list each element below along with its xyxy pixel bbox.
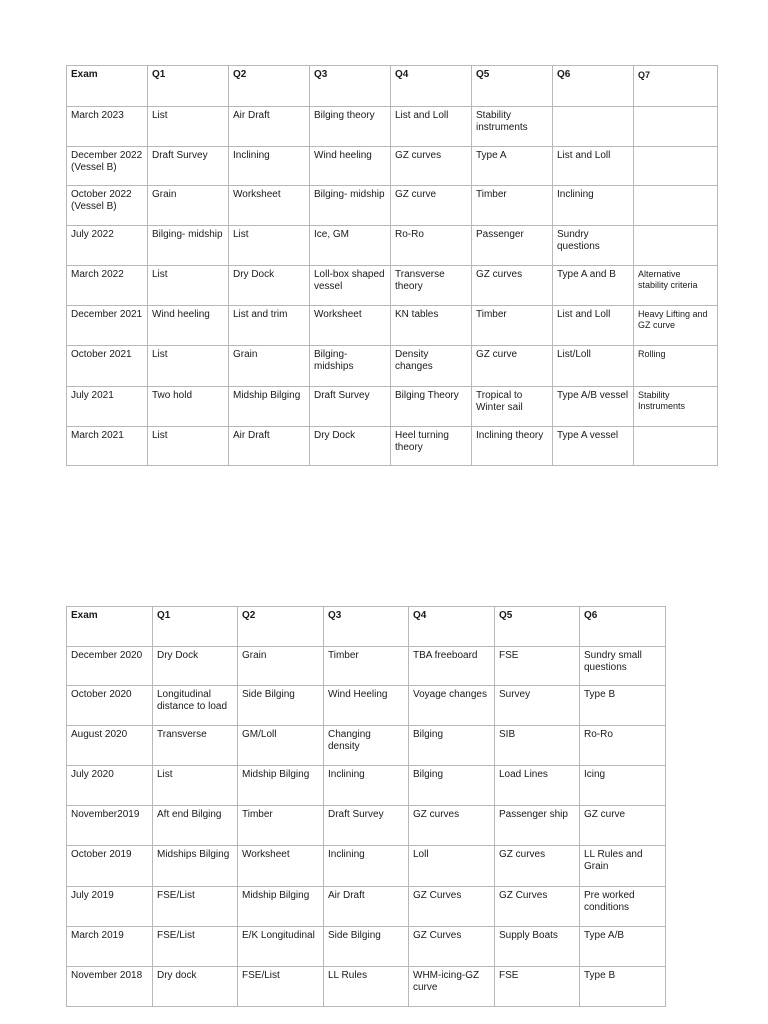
topic-cell: Tropical to Winter sail xyxy=(472,387,553,427)
exam-date-cell: July 2019 xyxy=(67,887,153,927)
topic-cell: List xyxy=(153,766,238,806)
exam-date-cell: December 2021 xyxy=(67,306,148,346)
column-header-q7: Q7 xyxy=(634,66,718,107)
table-row xyxy=(67,226,718,266)
topic-cell: Worksheet xyxy=(238,846,324,887)
topic-cell: List xyxy=(148,266,229,306)
topic-cell: Air Draft xyxy=(229,427,310,466)
topic-cell: Grain xyxy=(238,647,324,686)
table-row xyxy=(67,887,666,927)
table-row xyxy=(67,927,666,967)
topic-cell: Type A/B xyxy=(580,927,666,967)
table-row xyxy=(67,186,718,226)
topic-cell: Grain xyxy=(229,346,310,387)
topic-cell: Pre worked conditions xyxy=(580,887,666,927)
topic-cell: Bilging- midships xyxy=(310,346,391,387)
topic-cell: Draft Survey xyxy=(324,806,409,846)
topic-cell: Type A xyxy=(472,147,553,186)
topic-cell: Bilging- midship xyxy=(148,226,229,266)
topic-cell: LL Rules and Grain xyxy=(580,846,666,887)
topic-cell: Dry dock xyxy=(153,967,238,1007)
topic-cell: Transverse xyxy=(153,726,238,766)
topic-cell: GZ curves xyxy=(495,846,580,887)
exam-date-cell: August 2020 xyxy=(67,726,153,766)
topic-cell: Loll xyxy=(409,846,495,887)
topic-cell: Side Bilging xyxy=(238,686,324,726)
topic-cell: Two hold xyxy=(148,387,229,427)
topic-cell: Stability instruments xyxy=(472,107,553,147)
topic-cell: Density changes xyxy=(391,346,472,387)
topic-cell: List xyxy=(229,226,310,266)
topic-cell: List and Loll xyxy=(553,306,634,346)
topic-cell: Midship Bilging xyxy=(238,766,324,806)
topic-cell: Midship Bilging xyxy=(238,887,324,927)
table-row xyxy=(67,147,718,186)
topic-cell: Survey xyxy=(495,686,580,726)
topic-cell: Side Bilging xyxy=(324,927,409,967)
topic-cell: Heavy Lifting and GZ curve xyxy=(634,306,718,346)
table-row xyxy=(67,266,718,306)
topic-cell: List and Loll xyxy=(553,147,634,186)
topic-cell: Type A/B vessel xyxy=(553,387,634,427)
topic-cell: Heel turning theory xyxy=(391,427,472,466)
topic-cell: Type A and B xyxy=(553,266,634,306)
topic-cell: Inclining theory xyxy=(472,427,553,466)
topic-cell: GZ Curves xyxy=(495,887,580,927)
exam-date-cell: November 2018 xyxy=(67,967,153,1007)
table-row xyxy=(67,346,718,387)
topic-cell: Changing density xyxy=(324,726,409,766)
topic-cell: SIB xyxy=(495,726,580,766)
exam-date-cell: March 2019 xyxy=(67,927,153,967)
topic-cell: Bilging xyxy=(409,766,495,806)
exam-date-cell: October 2019 xyxy=(67,846,153,887)
column-header-q1: Q1 xyxy=(148,66,229,107)
topic-cell: Ro-Ro xyxy=(391,226,472,266)
topic-cell: Type B xyxy=(580,967,666,1007)
topic-cell: Loll-box shaped vessel xyxy=(310,266,391,306)
column-header-q6: Q6 xyxy=(553,66,634,107)
topic-cell: GM/Loll xyxy=(238,726,324,766)
exam-date-cell: October 2020 xyxy=(67,686,153,726)
topic-cell: FSE xyxy=(495,647,580,686)
table-row xyxy=(67,766,666,806)
exam-date-cell: July 2020 xyxy=(67,766,153,806)
exam-date-cell: March 2021 xyxy=(67,427,148,466)
topic-cell: FSE/List xyxy=(153,927,238,967)
column-header-q5: Q5 xyxy=(472,66,553,107)
table-row xyxy=(67,306,718,346)
topic-cell: Alternative stability criteria xyxy=(634,266,718,306)
exam-schedule-table-2021-2023 xyxy=(66,65,718,466)
topic-cell: Ro-Ro xyxy=(580,726,666,766)
exam-date-cell: December 2020 xyxy=(67,647,153,686)
topic-cell: Wind Heeling xyxy=(324,686,409,726)
column-header-q4: Q4 xyxy=(391,66,472,107)
topic-cell: Type B xyxy=(580,686,666,726)
column-header-q6: Q6 xyxy=(580,607,666,647)
topic-cell: List and Loll xyxy=(391,107,472,147)
topic-cell: Longitudinal distance to load xyxy=(153,686,238,726)
topic-cell: Timber xyxy=(472,186,553,226)
topic-cell: Draft Survey xyxy=(310,387,391,427)
topic-cell: Aft end Bilging xyxy=(153,806,238,846)
exam-schedule-table-2018-2020 xyxy=(66,606,666,1007)
topic-cell: Midships Bilging xyxy=(153,846,238,887)
topic-cell: Ice, GM xyxy=(310,226,391,266)
topic-cell: Timber xyxy=(238,806,324,846)
exam-date-cell: October 2021 xyxy=(67,346,148,387)
topic-cell: FSE/List xyxy=(153,887,238,927)
topic-cell: Passenger ship xyxy=(495,806,580,846)
topic-cell: Passenger xyxy=(472,226,553,266)
topic-cell: Timber xyxy=(472,306,553,346)
column-header-q5: Q5 xyxy=(495,607,580,647)
table-row xyxy=(67,107,718,147)
exam-date-cell: March 2023 xyxy=(67,107,148,147)
topic-cell: List xyxy=(148,107,229,147)
column-header-q2: Q2 xyxy=(238,607,324,647)
topic-cell: Supply Boats xyxy=(495,927,580,967)
topic-cell: Wind heeling xyxy=(148,306,229,346)
column-header-exam: Exam xyxy=(67,66,148,107)
topic-cell: Timber xyxy=(324,647,409,686)
exam-date-cell: July 2022 xyxy=(67,226,148,266)
topic-cell: Load Lines xyxy=(495,766,580,806)
column-header-q3: Q3 xyxy=(310,66,391,107)
topic-cell: GZ curves xyxy=(391,147,472,186)
column-header-q3: Q3 xyxy=(324,607,409,647)
topic-cell: Dry Dock xyxy=(153,647,238,686)
topic-cell: TBA freeboard xyxy=(409,647,495,686)
topic-cell: E/K Longitudinal xyxy=(238,927,324,967)
topic-cell: Rolling xyxy=(634,346,718,387)
topic-cell: Worksheet xyxy=(310,306,391,346)
topic-cell: GZ curve xyxy=(472,346,553,387)
topic-cell: GZ Curves xyxy=(409,927,495,967)
table-row xyxy=(67,967,666,1007)
topic-cell: Bilging Theory xyxy=(391,387,472,427)
table-row xyxy=(67,686,666,726)
column-header-exam: Exam xyxy=(67,607,153,647)
topic-cell xyxy=(634,186,718,226)
topic-cell: Icing xyxy=(580,766,666,806)
table-row xyxy=(67,647,666,686)
topic-cell: Wind heeling xyxy=(310,147,391,186)
topic-cell: GZ curve xyxy=(580,806,666,846)
topic-cell: Inclining xyxy=(229,147,310,186)
column-header-q2: Q2 xyxy=(229,66,310,107)
exam-date-cell: July 2021 xyxy=(67,387,148,427)
topic-cell: Type A vessel xyxy=(553,427,634,466)
table-row xyxy=(67,806,666,846)
topic-cell: Inclining xyxy=(324,846,409,887)
topic-cell: Bilging theory xyxy=(310,107,391,147)
column-header-q4: Q4 xyxy=(409,607,495,647)
topic-cell: Sundry small questions xyxy=(580,647,666,686)
topic-cell: List xyxy=(148,427,229,466)
topic-cell: Worksheet xyxy=(229,186,310,226)
topic-cell: GZ Curves xyxy=(409,887,495,927)
topic-cell: Stability Instruments xyxy=(634,387,718,427)
topic-cell xyxy=(634,427,718,466)
column-header-q1: Q1 xyxy=(153,607,238,647)
topic-cell: Grain xyxy=(148,186,229,226)
table-row xyxy=(67,387,718,427)
topic-cell: Draft Survey xyxy=(148,147,229,186)
exam-date-cell: December 2022 (Vessel B) xyxy=(67,147,148,186)
table-row xyxy=(67,846,666,887)
topic-cell xyxy=(553,107,634,147)
topic-cell: Dry Dock xyxy=(229,266,310,306)
table-header-row xyxy=(67,66,718,107)
topic-cell: Inclining xyxy=(553,186,634,226)
topic-cell: Bilging xyxy=(409,726,495,766)
topic-cell: GZ curves xyxy=(472,266,553,306)
topic-cell: Voyage changes xyxy=(409,686,495,726)
exam-date-cell: November2019 xyxy=(67,806,153,846)
topic-cell: GZ curve xyxy=(391,186,472,226)
topic-cell: GZ curves xyxy=(409,806,495,846)
topic-cell: Air Draft xyxy=(324,887,409,927)
topic-cell: Transverse theory xyxy=(391,266,472,306)
topic-cell: WHM-icing-GZ curve xyxy=(409,967,495,1007)
exam-date-cell: October 2022 (Vessel B) xyxy=(67,186,148,226)
topic-cell: Dry Dock xyxy=(310,427,391,466)
topic-cell: Bilging- midship xyxy=(310,186,391,226)
topic-cell: Inclining xyxy=(324,766,409,806)
exam-date-cell: March 2022 xyxy=(67,266,148,306)
topic-cell: LL Rules xyxy=(324,967,409,1007)
topic-cell: List/Loll xyxy=(553,346,634,387)
topic-cell: KN tables xyxy=(391,306,472,346)
topic-cell: FSE xyxy=(495,967,580,1007)
topic-cell: Sundry questions xyxy=(553,226,634,266)
topic-cell: List xyxy=(148,346,229,387)
topic-cell xyxy=(634,107,718,147)
table-row xyxy=(67,726,666,766)
table-row xyxy=(67,427,718,466)
table-header-row xyxy=(67,607,666,647)
topic-cell xyxy=(634,226,718,266)
topic-cell: Air Draft xyxy=(229,107,310,147)
topic-cell: FSE/List xyxy=(238,967,324,1007)
topic-cell: Midship Bilging xyxy=(229,387,310,427)
topic-cell: List and trim xyxy=(229,306,310,346)
topic-cell xyxy=(634,147,718,186)
